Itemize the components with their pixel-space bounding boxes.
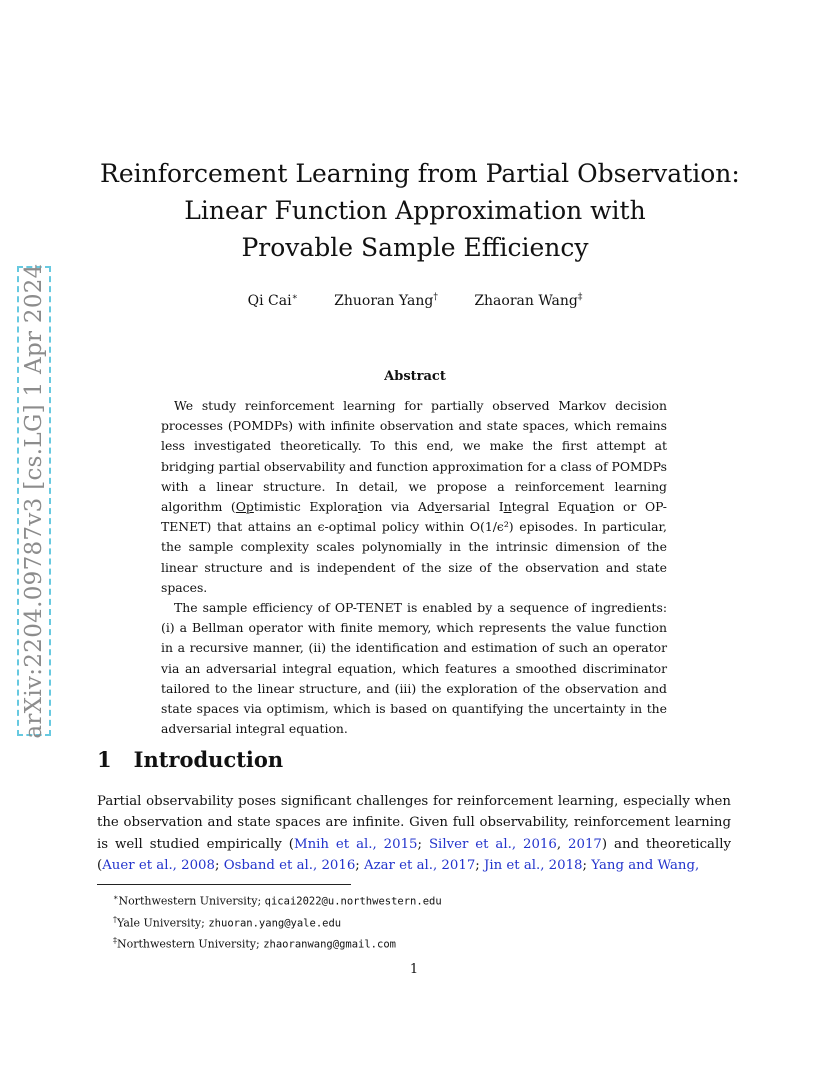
citation-link[interactable]: Mnih et al., 2015 — [293, 836, 418, 852]
citation-link[interactable]: Osband et al., 2016 — [223, 858, 356, 874]
email-link[interactable]: zhuoran.yang@yale.edu — [208, 917, 342, 930]
abstract-heading: Abstract — [384, 369, 446, 384]
citation-link[interactable]: 2017 — [568, 836, 602, 852]
section-heading — [97, 747, 283, 772]
author-list — [100, 292, 730, 309]
introduction-text — [97, 791, 731, 877]
footnotes — [113, 889, 713, 954]
section-title: Introduction — [133, 747, 284, 772]
abstract-paragraph-2: The sample efficiency of OP-TENET is enabled by a sequence of ingredients: (i) a Bellman operator with finite memory, which represents the value function in a recursive manner, (ii) the identification and estimation of such an operator via an adversarial integral equation, which features a smoothed discriminator tailored to the linear structure, and (iii) the exploration of the observation and state spaces via optimism, which is based on quantifying the uncertainty in the adversarial integral equation. — [161, 600, 667, 737]
email-link[interactable]: zhaoranwang@gmail.com — [263, 938, 396, 951]
intro-paragraph: Partial observability poses significant challenges for reinforcement learning, especially when the observation and state spaces are infinite. Given full observability, reinforcement learning is well studied empirically (Mnih et al., 2015; Silver et al., 2016, 2017) and theoretically (Auer et al., 2008; Osband et al., 2016; Azar et al., 2017; Jin et al., 2018; Yang and Wang, — [97, 794, 731, 874]
footnote: ∗Northwestern University; qicai2022@u.northwestern.edu — [113, 893, 442, 908]
abstract-paragraph-1: We study reinforcement learning for partially observed Markov decision processes (POMDPs) with infinite observation and state spaces, which remains less investigated theoretically. To this end, we make the first attempt at bridging partial observability and function approximation for a class of POMDPs with a linear structure. In detail, we propose a reinforcement learning algorithm (Optimistic Exploration via Adversarial Integral Equation or OP-TENET) that attains an ϵ-optimal policy within O(1/ϵ²) episodes. In particular, the sample complexity scales polynomially in the intrinsic dimension of the linear structure and is independent of the size of the observation and state spaces. — [161, 398, 667, 595]
section-number: 1 — [97, 747, 112, 772]
title-line-3: Provable Sample Efficiency — [241, 233, 589, 262]
arxiv-identifier-box — [17, 263, 51, 739]
citation-link[interactable]: Auer et al., 2008 — [102, 858, 215, 874]
paper-title — [100, 155, 740, 266]
footnote: †Yale University; zhuoran.yang@yale.edu — [113, 914, 342, 930]
title-line-1: Reinforcement Learning from Partial Observation: — [100, 159, 740, 188]
email-link[interactable]: qicai2022@u.northwestern.edu — [264, 895, 442, 908]
abstract-body — [161, 396, 667, 739]
author: Zhuoran Yang† — [334, 292, 438, 309]
footnote-rule — [97, 884, 351, 885]
citation-link[interactable]: Azar et al., 2017 — [364, 858, 476, 874]
page-number: 1 — [409, 962, 419, 977]
citation-link[interactable]: Yang and Wang, — [591, 858, 700, 874]
footnote: ‡Northwestern University; zhaoranwang@gmail.com — [113, 936, 396, 951]
citation-link[interactable]: Jin et al., 2018 — [484, 858, 583, 874]
citation-link[interactable]: Silver et al., 2016 — [428, 836, 557, 852]
author: Qi Cai∗ — [247, 292, 298, 309]
author: Zhaoran Wang‡ — [474, 292, 583, 309]
arxiv-identifier: arXiv:2204.09787v3 [cs.LG] 1 Apr 2024 — [21, 263, 47, 739]
title-line-2: Linear Function Approximation with — [184, 196, 646, 225]
